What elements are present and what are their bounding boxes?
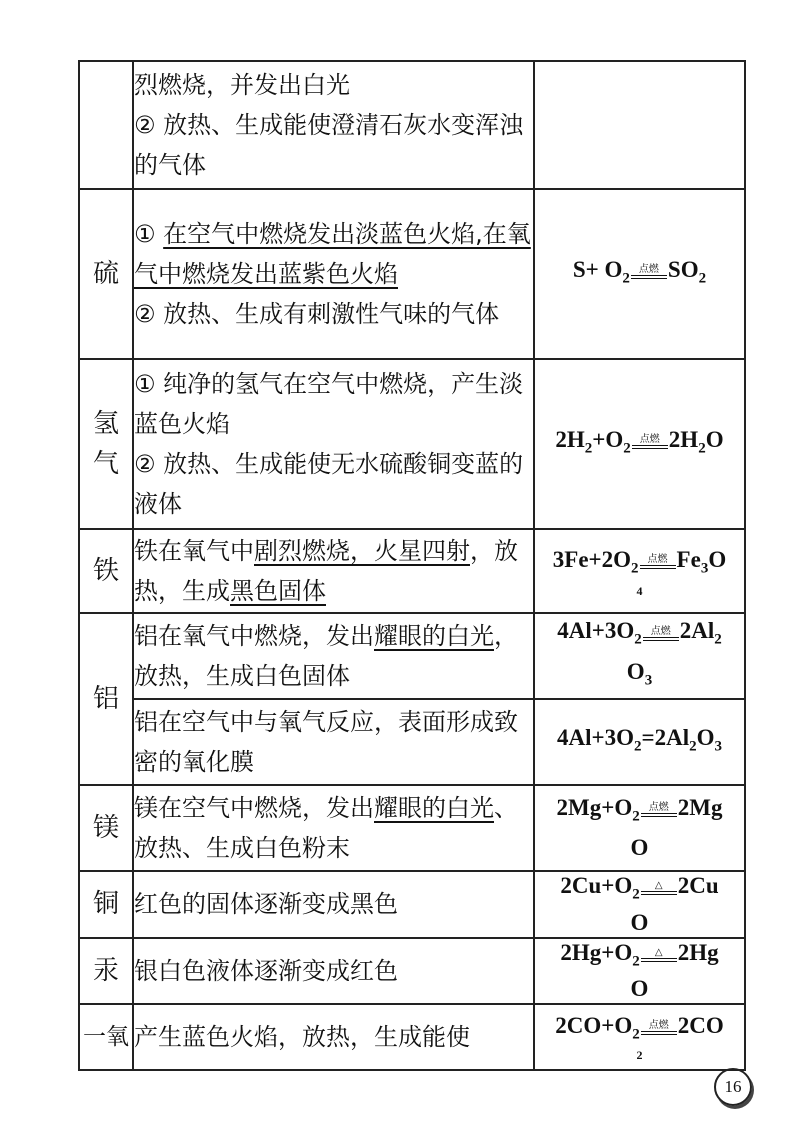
equation-part: 2CO+O xyxy=(555,1012,633,1038)
phenomenon-text: 镁在空气中燃烧，发出 xyxy=(134,794,374,822)
page-number: 16 xyxy=(714,1068,752,1106)
subscript: 2 xyxy=(634,738,642,755)
equation-cell xyxy=(534,359,745,529)
phenomenon-text: 、放热、生成白色粉末 xyxy=(134,794,518,862)
condition-text: 点燃 xyxy=(638,263,659,275)
underlined-text: 黑色固体 xyxy=(230,577,326,605)
table-row xyxy=(79,699,745,785)
equation-cell xyxy=(534,529,745,613)
equation-cell xyxy=(534,938,745,1005)
table-row xyxy=(79,785,745,871)
triangle-icon: △ xyxy=(654,880,663,892)
subscript: 2 xyxy=(634,632,642,648)
equation-cell xyxy=(534,1004,745,1070)
equals-sign xyxy=(641,813,677,817)
subscript: 2 xyxy=(632,953,640,970)
substance-cell: 汞 xyxy=(79,938,133,1005)
substance-cell: 铜 xyxy=(79,871,133,938)
equation-part: 2Hg+O xyxy=(560,939,633,965)
table-row xyxy=(79,1004,745,1070)
table-row xyxy=(79,613,745,699)
phenomenon-cell xyxy=(133,613,534,699)
reaction-condition xyxy=(640,554,676,569)
equation-part: 3Fe+2O xyxy=(552,546,632,572)
condition-text: 点燃 xyxy=(648,1020,669,1032)
phenomenon-text: 铝在氧气中燃烧，发出 xyxy=(134,622,374,650)
subscript: 2 xyxy=(584,440,593,457)
table-row xyxy=(79,871,745,938)
equation-part: 2Mg xyxy=(677,794,723,820)
phenomenon-cell: 产生蓝色火焰，放热，生成能使 xyxy=(133,1004,534,1070)
subscript: 2 xyxy=(632,886,640,903)
phenomenon-text: 烈燃烧，并发出白光 xyxy=(134,71,350,99)
phenomenon-text: ，放热，生成白色固体 xyxy=(134,622,518,690)
equals-sign xyxy=(632,445,668,449)
subscript: 2 xyxy=(632,808,640,825)
phenomenon-text: ，放热，生成 xyxy=(134,537,518,605)
subscript: 3 xyxy=(644,672,653,689)
underlined-text: 耀眼的白光 xyxy=(374,622,494,650)
subscript-wrapped: 2 xyxy=(636,1048,643,1063)
equals-sign xyxy=(641,891,677,895)
phenomenon-cell: 银白色液体逐渐变成红色 xyxy=(133,938,534,1005)
substance-cell xyxy=(79,359,133,529)
substance-cell: 硫 xyxy=(79,189,133,359)
table-row xyxy=(79,529,745,613)
equation-part: O xyxy=(630,976,649,1002)
substance-cell xyxy=(79,61,133,189)
equation-part: S+ O xyxy=(572,256,623,282)
subscript: 2 xyxy=(623,440,631,457)
equation-cell xyxy=(534,785,745,871)
subscript-wrapped: 4 xyxy=(636,584,643,599)
subscript: 2 xyxy=(631,560,639,577)
equation-part: O xyxy=(630,909,649,935)
phenomenon-text: ② 放热、生成有刺激性气味的气体 xyxy=(134,300,500,328)
equation-part: 2Mg+O xyxy=(556,794,633,820)
equation-part: SO xyxy=(667,256,699,282)
equation-part: O xyxy=(630,835,649,861)
subscript: 2 xyxy=(698,270,707,287)
equals-sign xyxy=(643,637,679,641)
reaction-condition xyxy=(641,802,677,817)
phenomenon-cell xyxy=(133,189,534,359)
equation-part: 4Al+3O xyxy=(557,724,634,750)
substance-cell: 铝 xyxy=(79,613,133,785)
equation-cell xyxy=(534,871,745,938)
subscript: 2 xyxy=(622,270,630,287)
equals-sign xyxy=(640,565,676,569)
phenomenon-cell xyxy=(133,359,534,529)
underlined-text: 在空气中燃烧发出淡蓝色火焰,在氧气中燃烧发出蓝紫色火焰 xyxy=(134,220,531,288)
reaction-condition xyxy=(643,626,679,641)
equation-part: 2H xyxy=(668,426,699,452)
underlined-text: 耀眼的白光 xyxy=(374,794,494,822)
equation-part: +O xyxy=(592,426,624,452)
triangle-icon: △ xyxy=(654,946,663,958)
condition-text: 点燃 xyxy=(648,801,669,813)
table-row xyxy=(79,189,745,359)
substance-cell: 一氧 xyxy=(79,1004,133,1070)
phenomenon-text: ① xyxy=(134,220,164,248)
table-row xyxy=(79,359,745,529)
equation-part: =2Al xyxy=(641,724,690,750)
equals-sign xyxy=(631,275,667,279)
phenomenon-text: ② 放热、生成能使澄清石灰水变浑浊的气体 xyxy=(134,111,524,179)
underlined-text: 剧烈燃烧，火星四射 xyxy=(254,537,470,565)
phenomenon-cell: 铝在空气中与氧气反应，表面形成致密的氧化膜 xyxy=(133,699,534,785)
subscript: 2 xyxy=(714,632,722,648)
equation-cell xyxy=(534,189,745,359)
phenomenon-cell xyxy=(133,529,534,613)
equation-part: O xyxy=(626,659,645,684)
reaction-condition xyxy=(641,947,677,962)
equals-sign xyxy=(641,1031,677,1035)
phenomenon-cell xyxy=(133,785,534,871)
reaction-condition xyxy=(632,434,668,449)
phenomenon-text: 铁在氧气中 xyxy=(134,537,254,565)
reactions-table xyxy=(78,60,746,1071)
subscript: 2 xyxy=(632,1026,640,1043)
equation-part: 2Al xyxy=(679,618,715,644)
equation-part: 4Al+3O xyxy=(557,618,635,644)
equation-cell xyxy=(534,699,745,785)
reaction-condition xyxy=(631,264,667,279)
subscript: 2 xyxy=(698,440,706,457)
equation-part: Fe xyxy=(676,546,701,572)
equation-part: 2Hg xyxy=(677,939,719,965)
equation-part: O xyxy=(708,546,727,572)
condition-text: 点燃 xyxy=(647,553,668,565)
subscript: 3 xyxy=(714,738,722,755)
phenomenon-cell: 红色的固体逐渐变成黑色 xyxy=(133,871,534,938)
table-row xyxy=(79,938,745,1005)
equation-part: 2Cu+O xyxy=(560,873,633,898)
condition-text: 点燃 xyxy=(650,625,671,637)
substance-cell: 镁 xyxy=(79,785,133,871)
subscript: 2 xyxy=(689,738,697,755)
phenomenon-cell xyxy=(133,61,534,189)
equation-part: O xyxy=(705,426,724,452)
equation-part: 2Cu xyxy=(677,873,719,898)
subscript: 3 xyxy=(700,560,709,577)
reaction-condition xyxy=(641,880,677,895)
equation-part: O xyxy=(696,724,715,750)
substance-text: 氢 xyxy=(92,409,119,439)
reaction-condition xyxy=(641,1020,677,1035)
equation-part: 2H xyxy=(555,426,585,452)
equation-cell xyxy=(534,61,745,189)
table-row xyxy=(79,61,745,189)
equation-cell xyxy=(534,613,745,699)
phenomenon-text: ② 放热、生成能使无水硫酸铜变蓝的液体 xyxy=(134,450,524,518)
equation-part: 2CO xyxy=(677,1012,724,1038)
condition-text: 点燃 xyxy=(639,433,660,445)
equals-sign xyxy=(641,958,677,962)
substance-text: 气 xyxy=(92,449,119,479)
phenomenon-text: ① 纯净的氢气在空气中燃烧，产生淡蓝色火焰 xyxy=(134,370,524,438)
substance-cell: 铁 xyxy=(79,529,133,613)
